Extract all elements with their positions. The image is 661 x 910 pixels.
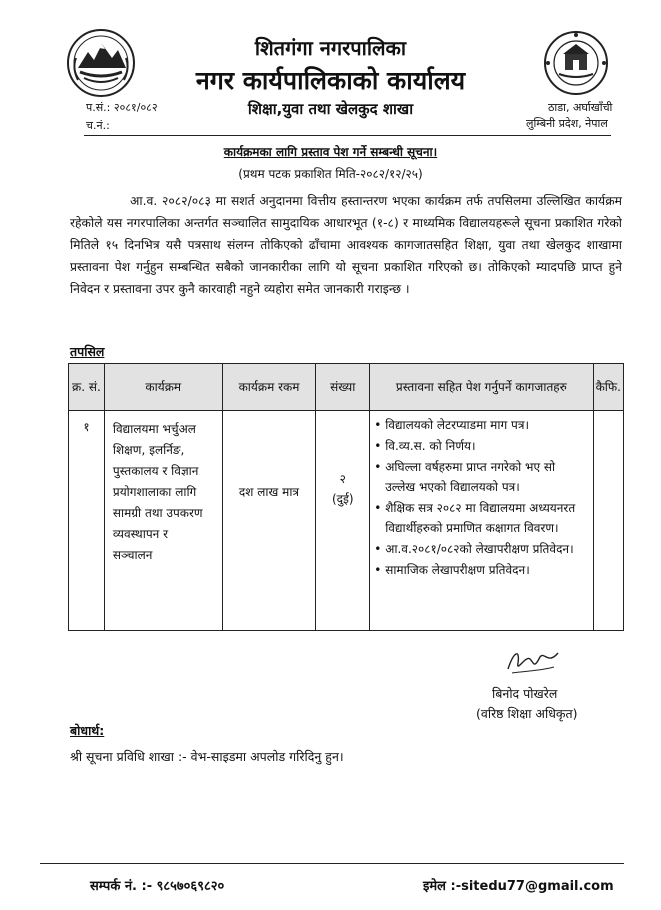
bullet-icon: • bbox=[374, 501, 382, 515]
row-sn: १ bbox=[69, 411, 105, 631]
program-line: विद्यालयमा भर्चुअल bbox=[112, 422, 196, 436]
bullet-icon: • bbox=[374, 460, 382, 474]
list-item bbox=[374, 415, 588, 435]
contact-number: सम्पर्क नं. :- ९८५७०६९८२० bbox=[90, 879, 225, 894]
published-date: (प्रथम पटक प्रकाशित मिति-२०८२/१२/२५) bbox=[238, 167, 423, 181]
bullet-icon: • bbox=[374, 418, 382, 432]
address-line-1: ठाडा, अर्घाखाँची bbox=[548, 101, 613, 114]
row-remarks bbox=[593, 411, 623, 631]
document-text: शैक्षिक सत्र २०८२ मा विद्यालयमा अध्ययनरत विद्यार्थीहरुको प्रमाणित कक्षागत विवरण। bbox=[385, 501, 576, 535]
office-title: नगर कार्यपालिकाको कार्यालय bbox=[195, 66, 466, 95]
list-item bbox=[374, 560, 588, 580]
program-line: शिक्षण, इलर्निङ, bbox=[112, 443, 185, 457]
count-words: (दुई) bbox=[331, 492, 354, 506]
table-row bbox=[69, 411, 624, 631]
header-documents: प्रस्तावना सहित पेश गर्नुपर्ने कागजातहरु bbox=[370, 364, 593, 411]
list-item bbox=[374, 457, 588, 497]
signer-name: बिनोद पोखरेल bbox=[492, 686, 558, 701]
list-item bbox=[374, 539, 588, 559]
address-line-2: लुम्बिनी प्रदेश, नेपाल bbox=[526, 117, 608, 130]
dispatch-number: च.नं.: bbox=[86, 119, 110, 132]
document-text: सामाजिक लेखापरीक्षण प्रतिवेदन। bbox=[385, 563, 530, 577]
header-divider bbox=[84, 135, 611, 136]
row-count bbox=[316, 411, 370, 631]
signer-designation: (वरिष्ठ शिक्षा अधिकृत) bbox=[476, 706, 578, 721]
amount-text: दश लाख मात्र bbox=[238, 485, 300, 499]
row-amount bbox=[222, 411, 316, 631]
bullet-icon: • bbox=[374, 439, 382, 453]
header-sn: क्र. सं. bbox=[69, 364, 105, 411]
document-text: अघिल्ला वर्षहरुमा प्राप्त नगरेको भए सो उल्लेख भएको विद्यालयको पत्र। bbox=[385, 460, 556, 494]
bullet-icon: • bbox=[374, 542, 382, 556]
header-program: कार्यक्रम bbox=[104, 364, 222, 411]
document-text: वि.व्य.स. को निर्णय। bbox=[385, 439, 476, 453]
footer-divider bbox=[40, 863, 624, 864]
list-item bbox=[374, 498, 588, 538]
reference-number: प.सं.: २०८१/०८२ bbox=[86, 101, 158, 114]
header-amount: कार्यक्रम रकम bbox=[222, 364, 316, 411]
signature-icon bbox=[504, 645, 562, 677]
header-remarks: कैफि. bbox=[593, 364, 623, 411]
table-header-row bbox=[69, 364, 624, 411]
program-line: सञ्चालन bbox=[112, 548, 153, 562]
header-count: संख्या bbox=[316, 364, 370, 411]
copy-to-label: बोधार्थ: bbox=[70, 723, 105, 738]
program-line: सामग्री तथा उपकरण bbox=[112, 506, 203, 520]
notice-body-text: आ.व. २०८२/०८३ मा सशर्त अनुदानमा वित्तीय हस्तान्तरण भएका कार्यक्रम तर्फ तपसिलमा उल्लिखित कार्यक्रम रहेकोले यस नगरपालिका अन्तर्गत सञ्चालित सामुदायिक आधारभूत (१-८) र माध्यमिक विद्यालयहरूले सूचना प्रकाशित गरेको मितिले १५ दिनभित्र यसै पत्रसाथ संलग्न तोकिएको ढाँचामा आवश्यक कागजातसहित शिक्षा, युवा तथा खेलकुद शाखामा प्रस्तावना पेश गर्नुहुन सम्बन्धित सबैको जानकारीका लागि यो सूचना प्रकाशित गरिएको छ। तोकिएको म्यादपछि प्राप्त हुने निवेदन र प्रस्तावना उपर कुनै कारवाही नहुने व्यहोरा समेत जानकारी गराइन्छ । bbox=[70, 194, 622, 296]
branch-name: शिक्षा,युवा तथा खेलकुद शाखा bbox=[247, 100, 414, 118]
program-line: व्यवस्थापन र bbox=[112, 527, 169, 541]
program-table bbox=[68, 363, 624, 631]
notice-subject: कार्यक्रमका लागि प्रस्ताव पेश गर्ने सम्बन्धी सूचना। bbox=[223, 145, 438, 159]
copy-to-line: श्री सूचना प्रविधि शाखा :- वेभ-साइडमा अपलोड गरिदिनु हुन। bbox=[70, 749, 344, 764]
notice-body bbox=[70, 190, 622, 300]
row-program bbox=[104, 411, 222, 631]
program-line: प्रयोगशालाका लागि bbox=[112, 485, 197, 499]
bullet-icon: • bbox=[374, 563, 382, 577]
document-text: आ.व.२०८१/०८२को लेखापरीक्षण प्रतिवेदन। bbox=[385, 542, 574, 556]
count-number: २ bbox=[339, 472, 346, 486]
list-item bbox=[374, 436, 588, 456]
municipality-name: शितगंगा नगरपालिका bbox=[254, 36, 407, 60]
email-address: इमेल :-sitedu77@gmail.com bbox=[423, 879, 614, 894]
document-text: विद्यालयको लेटरप्याडमा माग पत्र। bbox=[385, 418, 530, 432]
details-label: तपसिल bbox=[70, 344, 105, 359]
program-line: पुस्तकालय र विज्ञान bbox=[112, 464, 199, 478]
row-documents bbox=[370, 411, 593, 631]
